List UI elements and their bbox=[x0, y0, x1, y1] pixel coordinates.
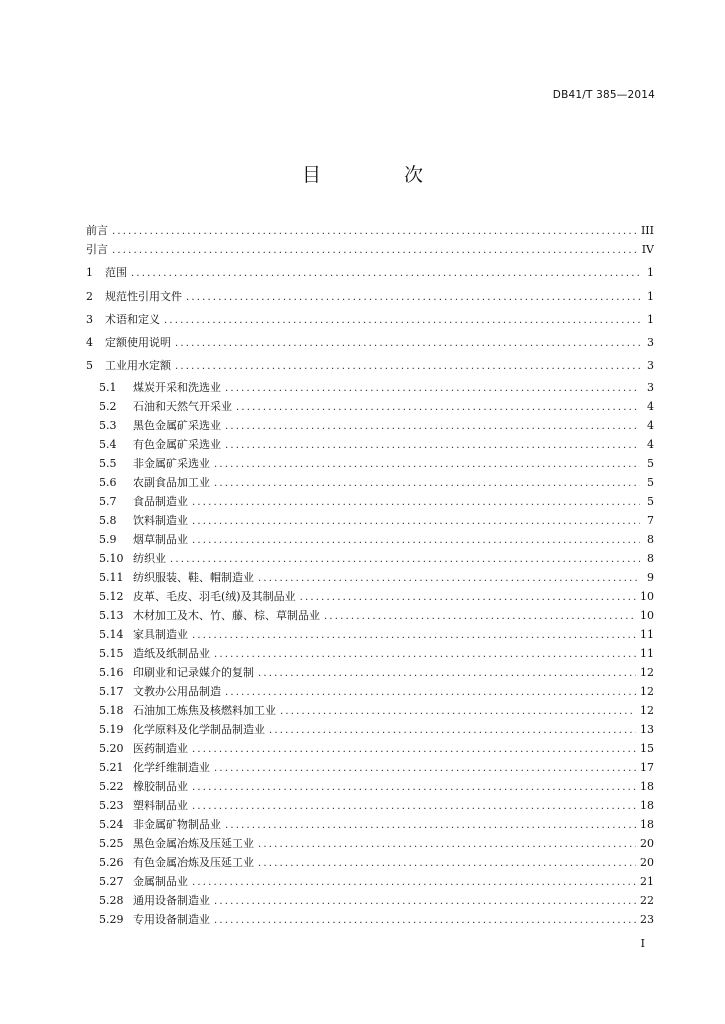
dot-leader bbox=[225, 816, 636, 835]
toc-entry-title: 金属制品业 bbox=[133, 874, 188, 888]
toc-entry[interactable] bbox=[86, 473, 654, 492]
dot-leader bbox=[175, 355, 640, 378]
toc-entry-page: 20 bbox=[640, 855, 654, 869]
toc-entry-number: 5.19 bbox=[99, 722, 124, 736]
toc-entry[interactable] bbox=[86, 606, 654, 625]
dot-leader bbox=[192, 797, 636, 816]
toc-entry-page: 12 bbox=[640, 665, 654, 679]
toc-entry-number: 5.13 bbox=[99, 608, 124, 622]
toc-entry-title: 术语和定义 bbox=[105, 312, 160, 326]
dot-leader bbox=[214, 645, 636, 664]
dot-leader bbox=[258, 664, 636, 683]
dot-leader bbox=[164, 309, 640, 332]
toc-entry[interactable] bbox=[86, 910, 654, 929]
toc-entry-page: 13 bbox=[640, 722, 654, 736]
toc-entry[interactable] bbox=[86, 354, 654, 377]
toc-entry-number: 4 bbox=[86, 336, 93, 350]
toc-entry-title: 黑色金属冶炼及压延工业 bbox=[133, 836, 254, 850]
toc-entry-title: 文教办公用品制造 bbox=[133, 684, 221, 698]
toc-entry-page: 5 bbox=[647, 456, 654, 470]
toc-entry-page: 4 bbox=[647, 399, 654, 413]
toc-entry-page: 3 bbox=[647, 380, 654, 394]
toc-entry[interactable] bbox=[86, 530, 654, 549]
toc-entry-title: 非金属矿物制品业 bbox=[133, 817, 221, 831]
toc-entry-page: 22 bbox=[640, 893, 654, 907]
toc-entry[interactable] bbox=[86, 285, 654, 308]
dot-leader bbox=[258, 835, 636, 854]
table-of-contents bbox=[86, 219, 654, 929]
toc-entry-number: 5.17 bbox=[99, 684, 124, 698]
toc-entry-title: 有色金属矿采选业 bbox=[133, 437, 221, 451]
toc-entry-number: 5.20 bbox=[99, 741, 124, 755]
toc-entry-title: 饮料制造业 bbox=[133, 513, 188, 527]
dot-leader bbox=[192, 778, 636, 797]
toc-entry-number: 5.15 bbox=[99, 646, 124, 660]
dot-leader bbox=[170, 550, 640, 569]
toc-entry-page: 5 bbox=[647, 494, 654, 508]
toc-entry-number: 5.3 bbox=[99, 418, 117, 432]
toc-entry[interactable] bbox=[86, 815, 654, 834]
toc-entry-number: 5.7 bbox=[99, 494, 117, 508]
toc-entry[interactable] bbox=[86, 261, 654, 284]
toc-entry-title: 食品制造业 bbox=[133, 494, 188, 508]
toc-entry[interactable] bbox=[86, 834, 654, 853]
toc-entry[interactable] bbox=[86, 796, 654, 815]
dot-leader bbox=[214, 455, 640, 474]
toc-entry-number: 5.18 bbox=[99, 703, 124, 717]
dot-leader bbox=[258, 854, 636, 873]
dot-leader bbox=[192, 740, 636, 759]
dot-leader bbox=[225, 417, 640, 436]
toc-entry-title: 印刷业和记录媒介的复制 bbox=[133, 665, 254, 679]
dot-leader bbox=[214, 892, 636, 911]
toc-entry-number: 5.23 bbox=[99, 798, 124, 812]
toc-entry[interactable] bbox=[86, 853, 654, 872]
dot-leader bbox=[225, 683, 636, 702]
toc-entry[interactable] bbox=[86, 435, 654, 454]
toc-entry-title: 纺织服装、鞋、帽制造业 bbox=[133, 570, 254, 584]
toc-entry-page: 3 bbox=[647, 336, 654, 350]
toc-entry-title: 工业用水定额 bbox=[105, 359, 171, 373]
toc-entry-title: 规范性引用文件 bbox=[105, 289, 182, 303]
toc-entry[interactable] bbox=[86, 331, 654, 354]
toc-entry-number: 5.27 bbox=[99, 874, 124, 888]
toc-entry-number: 2 bbox=[86, 289, 93, 303]
toc-entry-number: 5.2 bbox=[99, 399, 117, 413]
toc-entry-page: 1 bbox=[647, 266, 654, 280]
toc-entry-number: 5.21 bbox=[99, 760, 124, 774]
toc-entry-page: 18 bbox=[640, 779, 654, 793]
toc-entry-number: 5.28 bbox=[99, 893, 124, 907]
toc-entry-number: 5.25 bbox=[99, 836, 124, 850]
toc-entry-number: 5.26 bbox=[99, 855, 124, 869]
toc-entry[interactable] bbox=[86, 758, 654, 777]
toc-entry[interactable] bbox=[86, 492, 654, 511]
toc-entry-page: 8 bbox=[647, 551, 654, 565]
toc-entry-number: 5 bbox=[86, 359, 93, 373]
toc-entry-title: 非金属矿采选业 bbox=[133, 456, 210, 470]
dot-leader bbox=[175, 332, 640, 355]
toc-entry-page: 12 bbox=[640, 684, 654, 698]
standard-code: DB41/T 385—2014 bbox=[552, 89, 655, 101]
toc-entry-title: 医药制造业 bbox=[133, 741, 188, 755]
toc-entry[interactable] bbox=[86, 238, 654, 261]
toc-entry-page: 21 bbox=[640, 874, 654, 888]
dot-leader bbox=[186, 286, 640, 309]
toc-entry[interactable] bbox=[86, 625, 654, 644]
toc-entry-title: 范围 bbox=[105, 266, 127, 280]
toc-entry-page: 10 bbox=[640, 589, 654, 603]
dot-leader bbox=[225, 379, 640, 398]
toc-entry-number: 5.14 bbox=[99, 627, 124, 641]
toc-entry[interactable] bbox=[86, 720, 654, 739]
toc-entry[interactable] bbox=[86, 587, 654, 606]
dot-leader bbox=[269, 721, 636, 740]
dot-leader bbox=[236, 398, 640, 417]
toc-entry-page: 4 bbox=[647, 418, 654, 432]
toc-entry[interactable] bbox=[86, 454, 654, 473]
dot-leader bbox=[324, 607, 636, 626]
toc-entry-title: 塑料制品业 bbox=[133, 798, 188, 812]
toc-entry-page: III bbox=[640, 224, 654, 237]
toc-entry[interactable] bbox=[86, 219, 654, 238]
toc-entry-page: 3 bbox=[647, 359, 654, 373]
dot-leader bbox=[258, 569, 640, 588]
toc-entry-number: 5.22 bbox=[99, 779, 124, 793]
toc-entry-title: 石油加工炼焦及核燃料加工业 bbox=[133, 703, 276, 717]
toc-entry-page: 18 bbox=[640, 798, 654, 812]
toc-entry-page: 1 bbox=[647, 289, 654, 303]
toc-entry-page: 20 bbox=[640, 836, 654, 850]
toc-entry-title: 烟草制品业 bbox=[133, 532, 188, 546]
toc-entry-number: 5.16 bbox=[99, 665, 124, 679]
toc-entry-page: 12 bbox=[640, 703, 654, 717]
toc-entry-page: 1 bbox=[647, 312, 654, 326]
dot-leader bbox=[280, 702, 636, 721]
toc-entry-number: 3 bbox=[86, 312, 93, 326]
toc-entry-title: 化学原料及化学制品制造业 bbox=[133, 722, 265, 736]
dot-leader bbox=[214, 759, 636, 778]
toc-entry-title: 通用设备制造业 bbox=[133, 893, 210, 907]
toc-entry-page: 5 bbox=[647, 475, 654, 489]
toc-entry-number: 5.4 bbox=[99, 437, 117, 451]
page-title: 目 次 bbox=[301, 164, 455, 186]
toc-entry-page: 17 bbox=[640, 760, 654, 774]
toc-entry-title: 有色金属冶炼及压延工业 bbox=[133, 855, 254, 869]
toc-entry-page: IV bbox=[641, 243, 654, 256]
toc-entry[interactable] bbox=[86, 511, 654, 530]
toc-entry[interactable] bbox=[86, 663, 654, 682]
toc-entry[interactable] bbox=[86, 682, 654, 701]
toc-entry-title: 造纸及纸制品业 bbox=[133, 646, 210, 660]
toc-entry-title: 煤炭开采和洗选业 bbox=[133, 380, 221, 394]
toc-entry-number: 5.29 bbox=[99, 912, 124, 926]
toc-entry[interactable] bbox=[86, 777, 654, 796]
toc-entry[interactable] bbox=[86, 568, 654, 587]
toc-entry-number: 5.6 bbox=[99, 475, 117, 489]
toc-entry-page: 9 bbox=[647, 570, 654, 584]
toc-entry-page: 11 bbox=[640, 646, 654, 660]
page-number: I bbox=[640, 937, 645, 950]
toc-entry-title: 家具制造业 bbox=[133, 627, 188, 641]
toc-entry-title: 农副食品加工业 bbox=[133, 475, 210, 489]
toc-entry[interactable] bbox=[86, 739, 654, 758]
toc-entry-title: 定额使用说明 bbox=[105, 336, 171, 350]
toc-entry[interactable] bbox=[86, 416, 654, 435]
toc-entry-page: 11 bbox=[640, 627, 654, 641]
toc-entry[interactable] bbox=[86, 397, 654, 416]
toc-entry[interactable] bbox=[86, 549, 654, 568]
toc-entry-number: 5.1 bbox=[99, 380, 117, 394]
dot-leader bbox=[214, 911, 636, 930]
dot-leader bbox=[225, 436, 640, 455]
toc-entry[interactable] bbox=[86, 872, 654, 891]
dot-leader bbox=[214, 474, 640, 493]
toc-entry-number: 5.8 bbox=[99, 513, 117, 527]
toc-entry-title: 纺织业 bbox=[133, 551, 166, 565]
toc-entry-title: 前言 bbox=[86, 224, 108, 237]
toc-entry-title: 引言 bbox=[86, 243, 108, 256]
dot-leader bbox=[192, 531, 640, 550]
dot-leader bbox=[192, 626, 636, 645]
dot-leader bbox=[131, 262, 640, 285]
toc-entry-page: 15 bbox=[640, 741, 654, 755]
toc-entry[interactable] bbox=[86, 308, 654, 331]
toc-entry[interactable] bbox=[86, 701, 654, 720]
toc-entry-number: 5.11 bbox=[99, 570, 124, 584]
toc-entry-title: 石油和天然气开采业 bbox=[133, 399, 232, 413]
toc-entry-title: 专用设备制造业 bbox=[133, 912, 210, 926]
toc-entry[interactable] bbox=[86, 378, 654, 397]
toc-entry-number: 5.5 bbox=[99, 456, 117, 470]
toc-entry-title: 皮革、毛皮、羽毛(绒)及其制品业 bbox=[133, 589, 296, 603]
toc-entry-number: 5.9 bbox=[99, 532, 117, 546]
toc-entry-page: 10 bbox=[640, 608, 654, 622]
toc-entry[interactable] bbox=[86, 891, 654, 910]
toc-entry-number: 5.24 bbox=[99, 817, 124, 831]
dot-leader bbox=[112, 239, 638, 262]
toc-entry-title: 木材加工及木、竹、藤、棕、草制品业 bbox=[133, 608, 320, 622]
toc-entry-page: 18 bbox=[640, 817, 654, 831]
dot-leader bbox=[192, 512, 640, 531]
toc-entry-number: 1 bbox=[86, 266, 93, 280]
toc-entry-title: 黑色金属矿采选业 bbox=[133, 418, 221, 432]
toc-entry-page: 23 bbox=[640, 912, 654, 926]
toc-entry[interactable] bbox=[86, 644, 654, 663]
dot-leader bbox=[192, 873, 636, 892]
toc-entry-number: 5.12 bbox=[99, 589, 124, 603]
toc-entry-title: 化学纤维制造业 bbox=[133, 760, 210, 774]
dot-leader bbox=[300, 588, 636, 607]
toc-entry-page: 4 bbox=[647, 437, 654, 451]
toc-entry-page: 8 bbox=[647, 532, 654, 546]
toc-entry-page: 7 bbox=[647, 513, 654, 527]
dot-leader bbox=[192, 493, 640, 512]
toc-entry-title: 橡胶制品业 bbox=[133, 779, 188, 793]
toc-entry-number: 5.10 bbox=[99, 551, 124, 565]
